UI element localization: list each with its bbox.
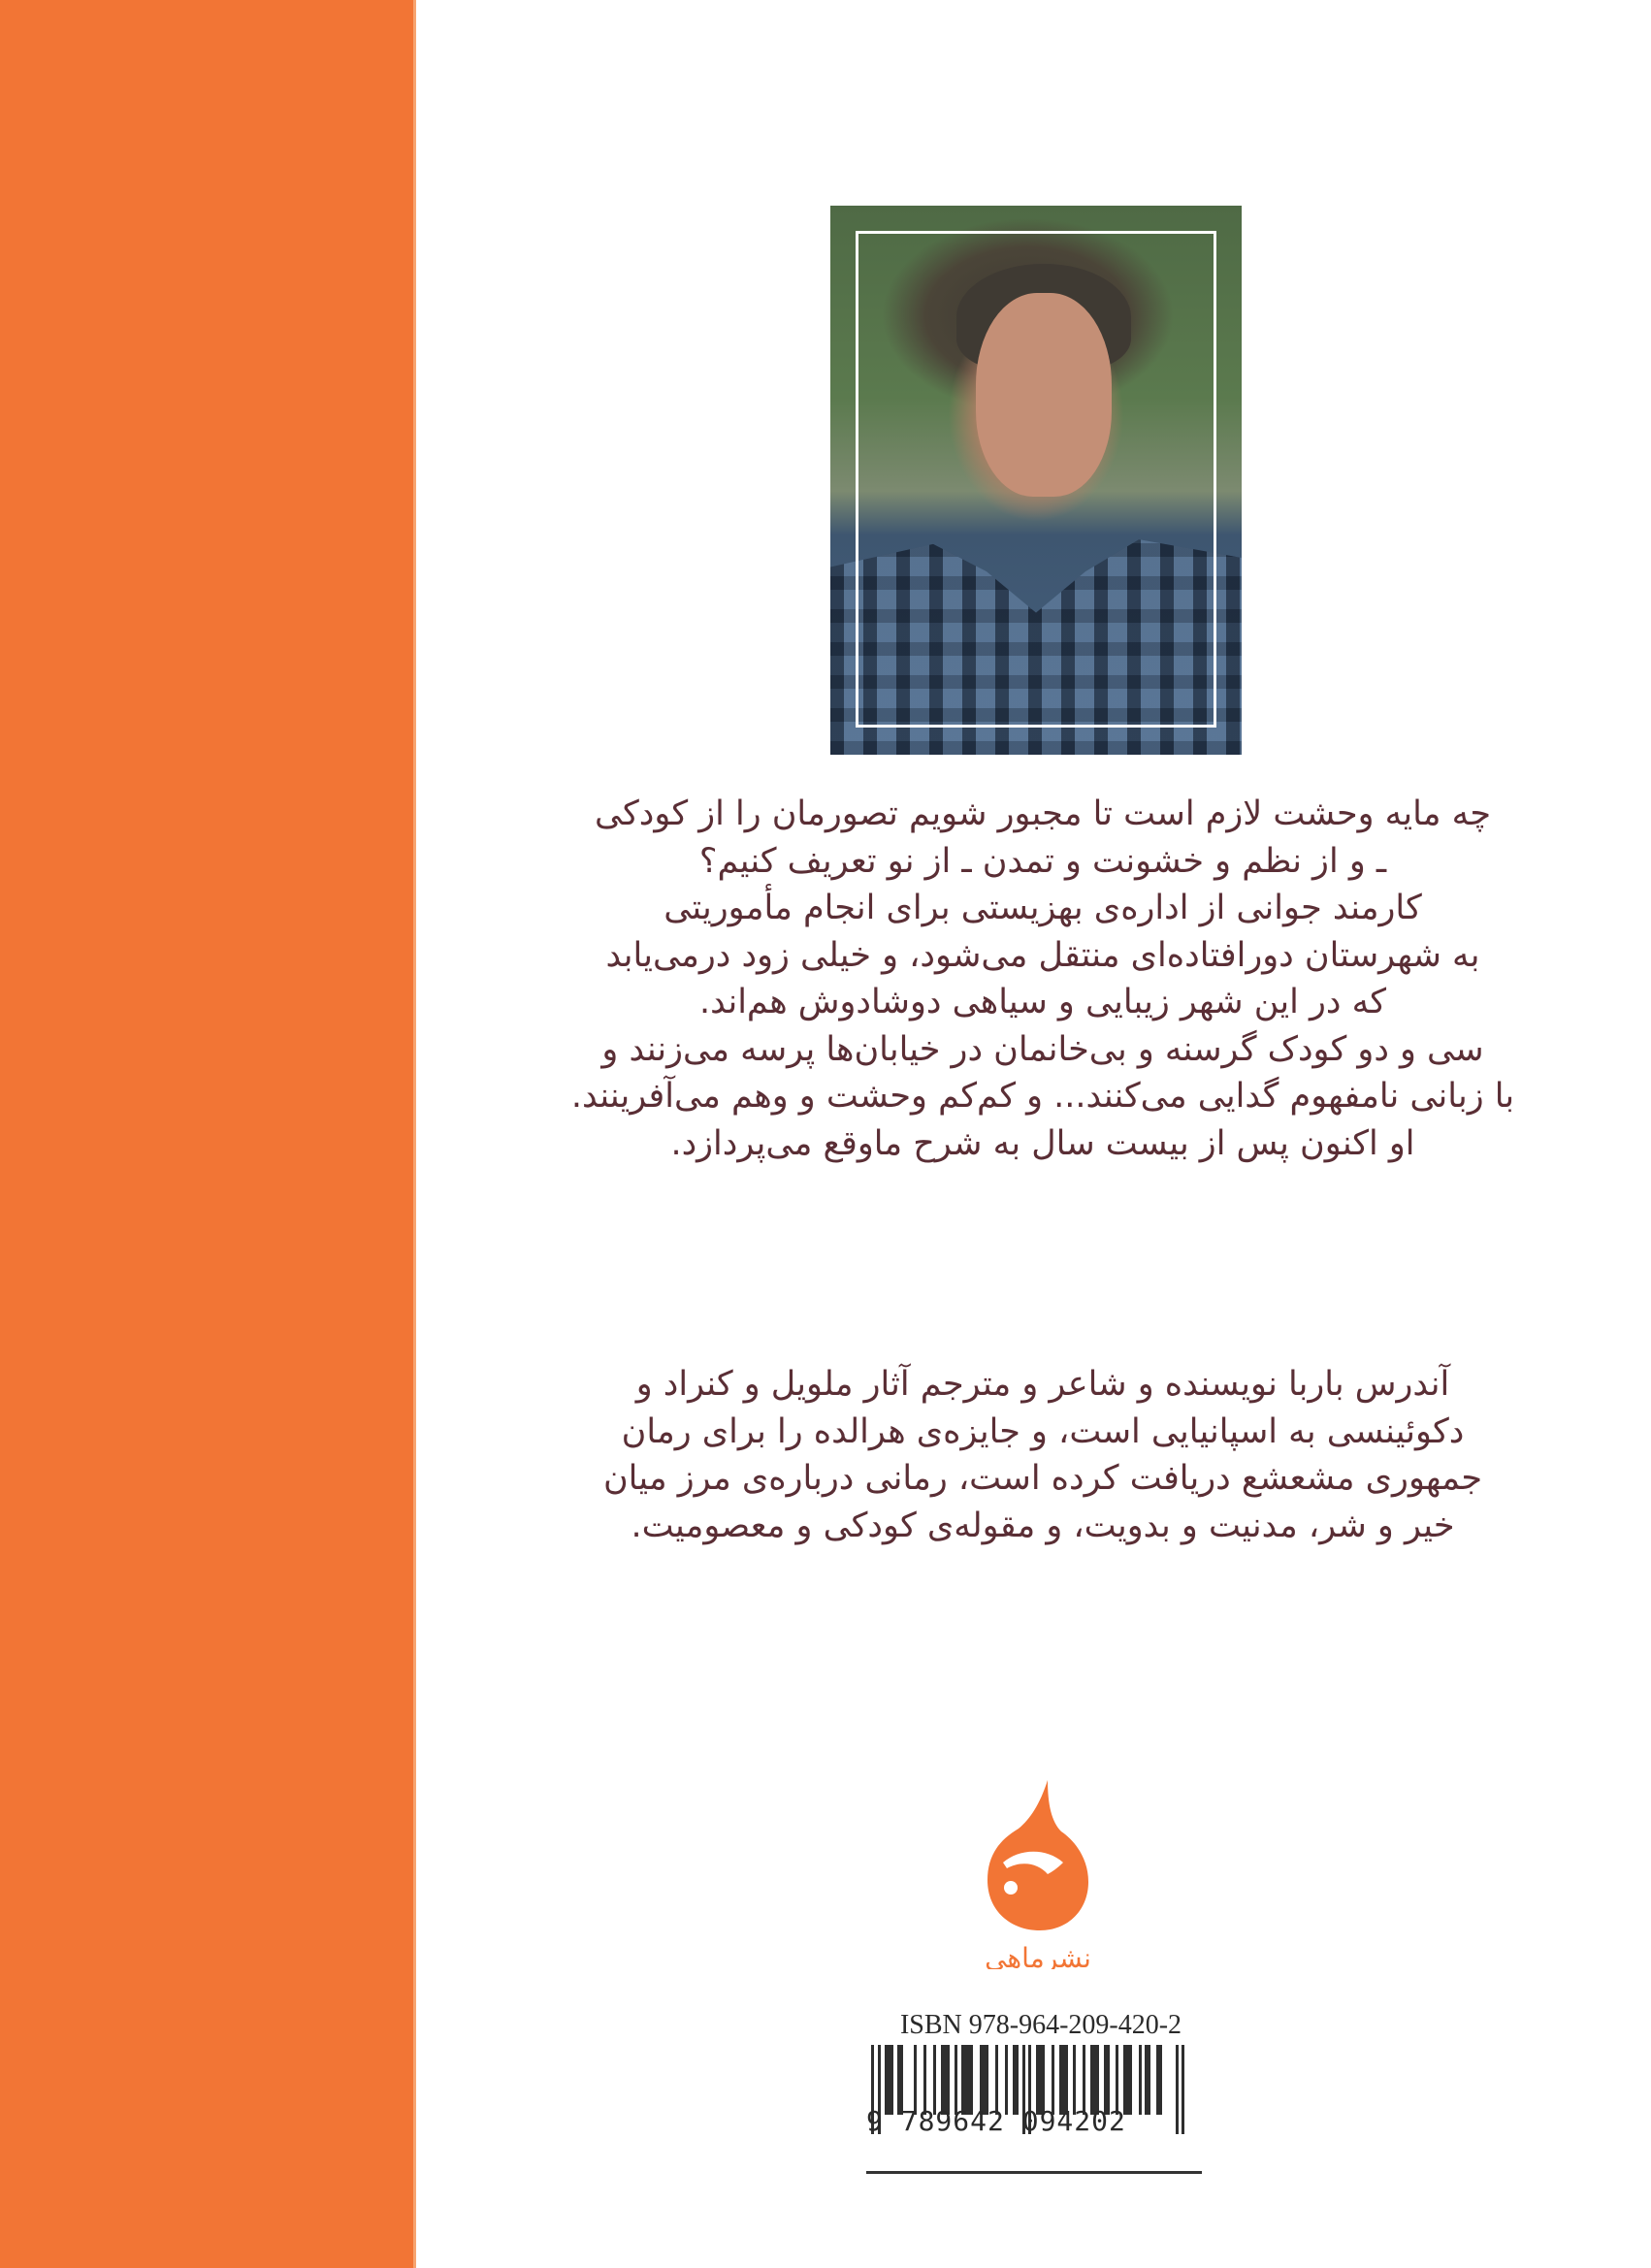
- blurb-paragraph-2: [524, 1361, 1562, 1549]
- publisher-logo: [980, 1775, 1096, 1969]
- blurb-line: آندرس باربا نویسنده و شاعر و مترجم آثار ملویل و کنراد و: [635, 1365, 1450, 1404]
- isbn-label: ISBN 978-964-209-420-2: [899, 2010, 1182, 2040]
- photo-inner-frame: [856, 231, 1216, 728]
- barcode-digits: 9 789642 094202: [866, 2105, 1126, 2137]
- blurb-line: به شهرستان دورافتاده‌ای منتقل می‌شود، و خیلی زود درمی‌یابد: [605, 935, 1480, 975]
- barcode-underline: [866, 2171, 1202, 2174]
- blurb-paragraph-1: [524, 791, 1562, 1167]
- blurb-line: او اکنون پس از بیست سال به شرح ماوقع می‌پردازد.: [670, 1123, 1415, 1163]
- orange-spine-band: [0, 0, 415, 2268]
- blurb-line: که در این شهر زیبایی و سیاهی دوشادوش هم‌اند.: [698, 983, 1387, 1021]
- blurb-line: کارمند جوانی از اداره‌ی بهزیستی برای انجام مأموریتی: [664, 889, 1422, 927]
- publisher-name: نشرماهی: [985, 1942, 1091, 1969]
- blurb-line: جمهوری مشعشع دریافت کرده است، رمانی درباره‌ی مرز میان: [602, 1459, 1483, 1498]
- spine-edge: [413, 0, 416, 2268]
- blurb-line: ـ و از نظم و خشونت و تمدن ـ از نو تعریف کنیم؟: [698, 841, 1387, 881]
- blurb-line: با زبانی نامفهوم گدایی می‌کنند... و کم‌کم وحشت و وهم می‌آفرینند.: [570, 1077, 1515, 1116]
- author-photo: [830, 206, 1242, 755]
- blurb-line: خیر و شر، مدنیت و بدویت، و مقوله‌ی کودکی و معصومیت.: [631, 1506, 1455, 1545]
- blurb-line: دکوئینسی به اسپانیایی است، و جایزه‌ی هرالده را برای رمان: [621, 1411, 1465, 1451]
- blurb-line: چه مایه وحشت لازم است تا مجبور شویم تصورمان را از کودکی: [594, 794, 1492, 833]
- fish-drop-icon: [980, 1775, 1096, 1969]
- blurb-line: سی و دو کودک گرسنه و بی‌خانمان در خیابان‌ها پرسه می‌زنند و: [601, 1029, 1484, 1069]
